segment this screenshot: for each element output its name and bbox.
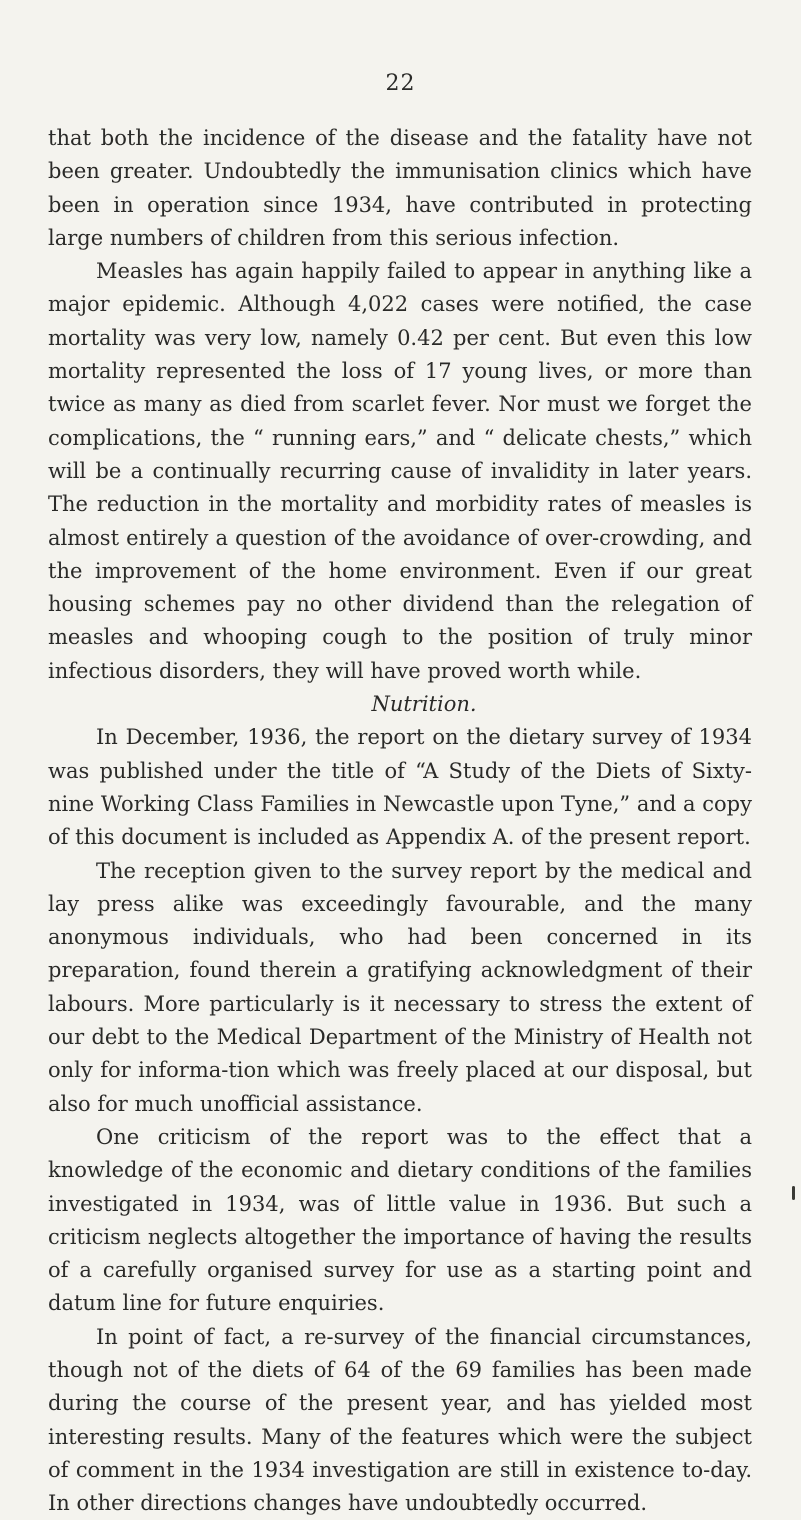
paragraph-immunisation: that both the incidence of the disease and the fatality have not been greater. Undoubtedly the immunisation clinics which have been in operation since 1934, have contributed in protecting large numbers of children from this serious infection. (48, 126, 752, 250)
paragraph-measles: Measles has again happily failed to appear in anything like a major epidemic. Although 4,022 cases were notified, the case mortality was very low, namely 0.42 per cent. But even this low mortality represented the loss of 17 young lives, or more than twice as many as died from scarlet fever. Nor must we forget the complications, the “ running ears,” and “ delicate chests,” which will be a continually recurring cause of invalidity in later years. The reduction in the mortality and morbidity rates of measles is almost entirely a question of the avoidance of over-crowding, and the improvement of the home environment. Even if our great housing schemes pay no other dividend than the relegation of measles and whooping cough to the position of truly minor infectious disorders, they will have proved worth while. (48, 259, 752, 683)
body-text (48, 122, 752, 1520)
section-heading-nutrition: Nutrition. (371, 692, 477, 717)
paragraph-reception: The reception given to the survey report by the medical and lay press alike was exceedingly favourable, and the many anonymous individuals, who had been concerned in its preparation, found therein a gratifying acknowledgment of their labours. More particularly is it necessary to stress the extent of our debt to the Medical Department of the Ministry of Health not only for informa-tion which was freely placed at our disposal, but also for much unofficial assistance. (48, 858, 752, 1116)
paragraph-criticism: One criticism of the report was to the effect that a knowledge of the economic and dietary conditions of the families investigated in 1934, was of little value in 1936. But such a criticism neglects altogether the importance of having the results of a carefully organised survey for use as a starting point and datum line for future enquiries. (48, 1124, 752, 1316)
paragraph-dietary-survey: In December, 1936, the report on the dietary survey of 1934 was published under the title of “A Study of the Diets of Sixty-nine Working Class Families in Newcastle upon Tyne,” and a copy of this document is included as Appendix A. of the present report. (48, 725, 752, 850)
paragraph-re-survey: In point of fact, a re-survey of the financial circumstances, though not of the diets of 64 of the 69 families has been made during the course of the present year, and has yielded most interesting results. Many of the features which were the subject of comment in the 1934 investigation are still in existence to-day. In other directions changes have undoubtedly occurred. (48, 1324, 752, 1516)
page-number: 22 (385, 71, 416, 96)
scan-edge-mark (792, 1186, 795, 1200)
